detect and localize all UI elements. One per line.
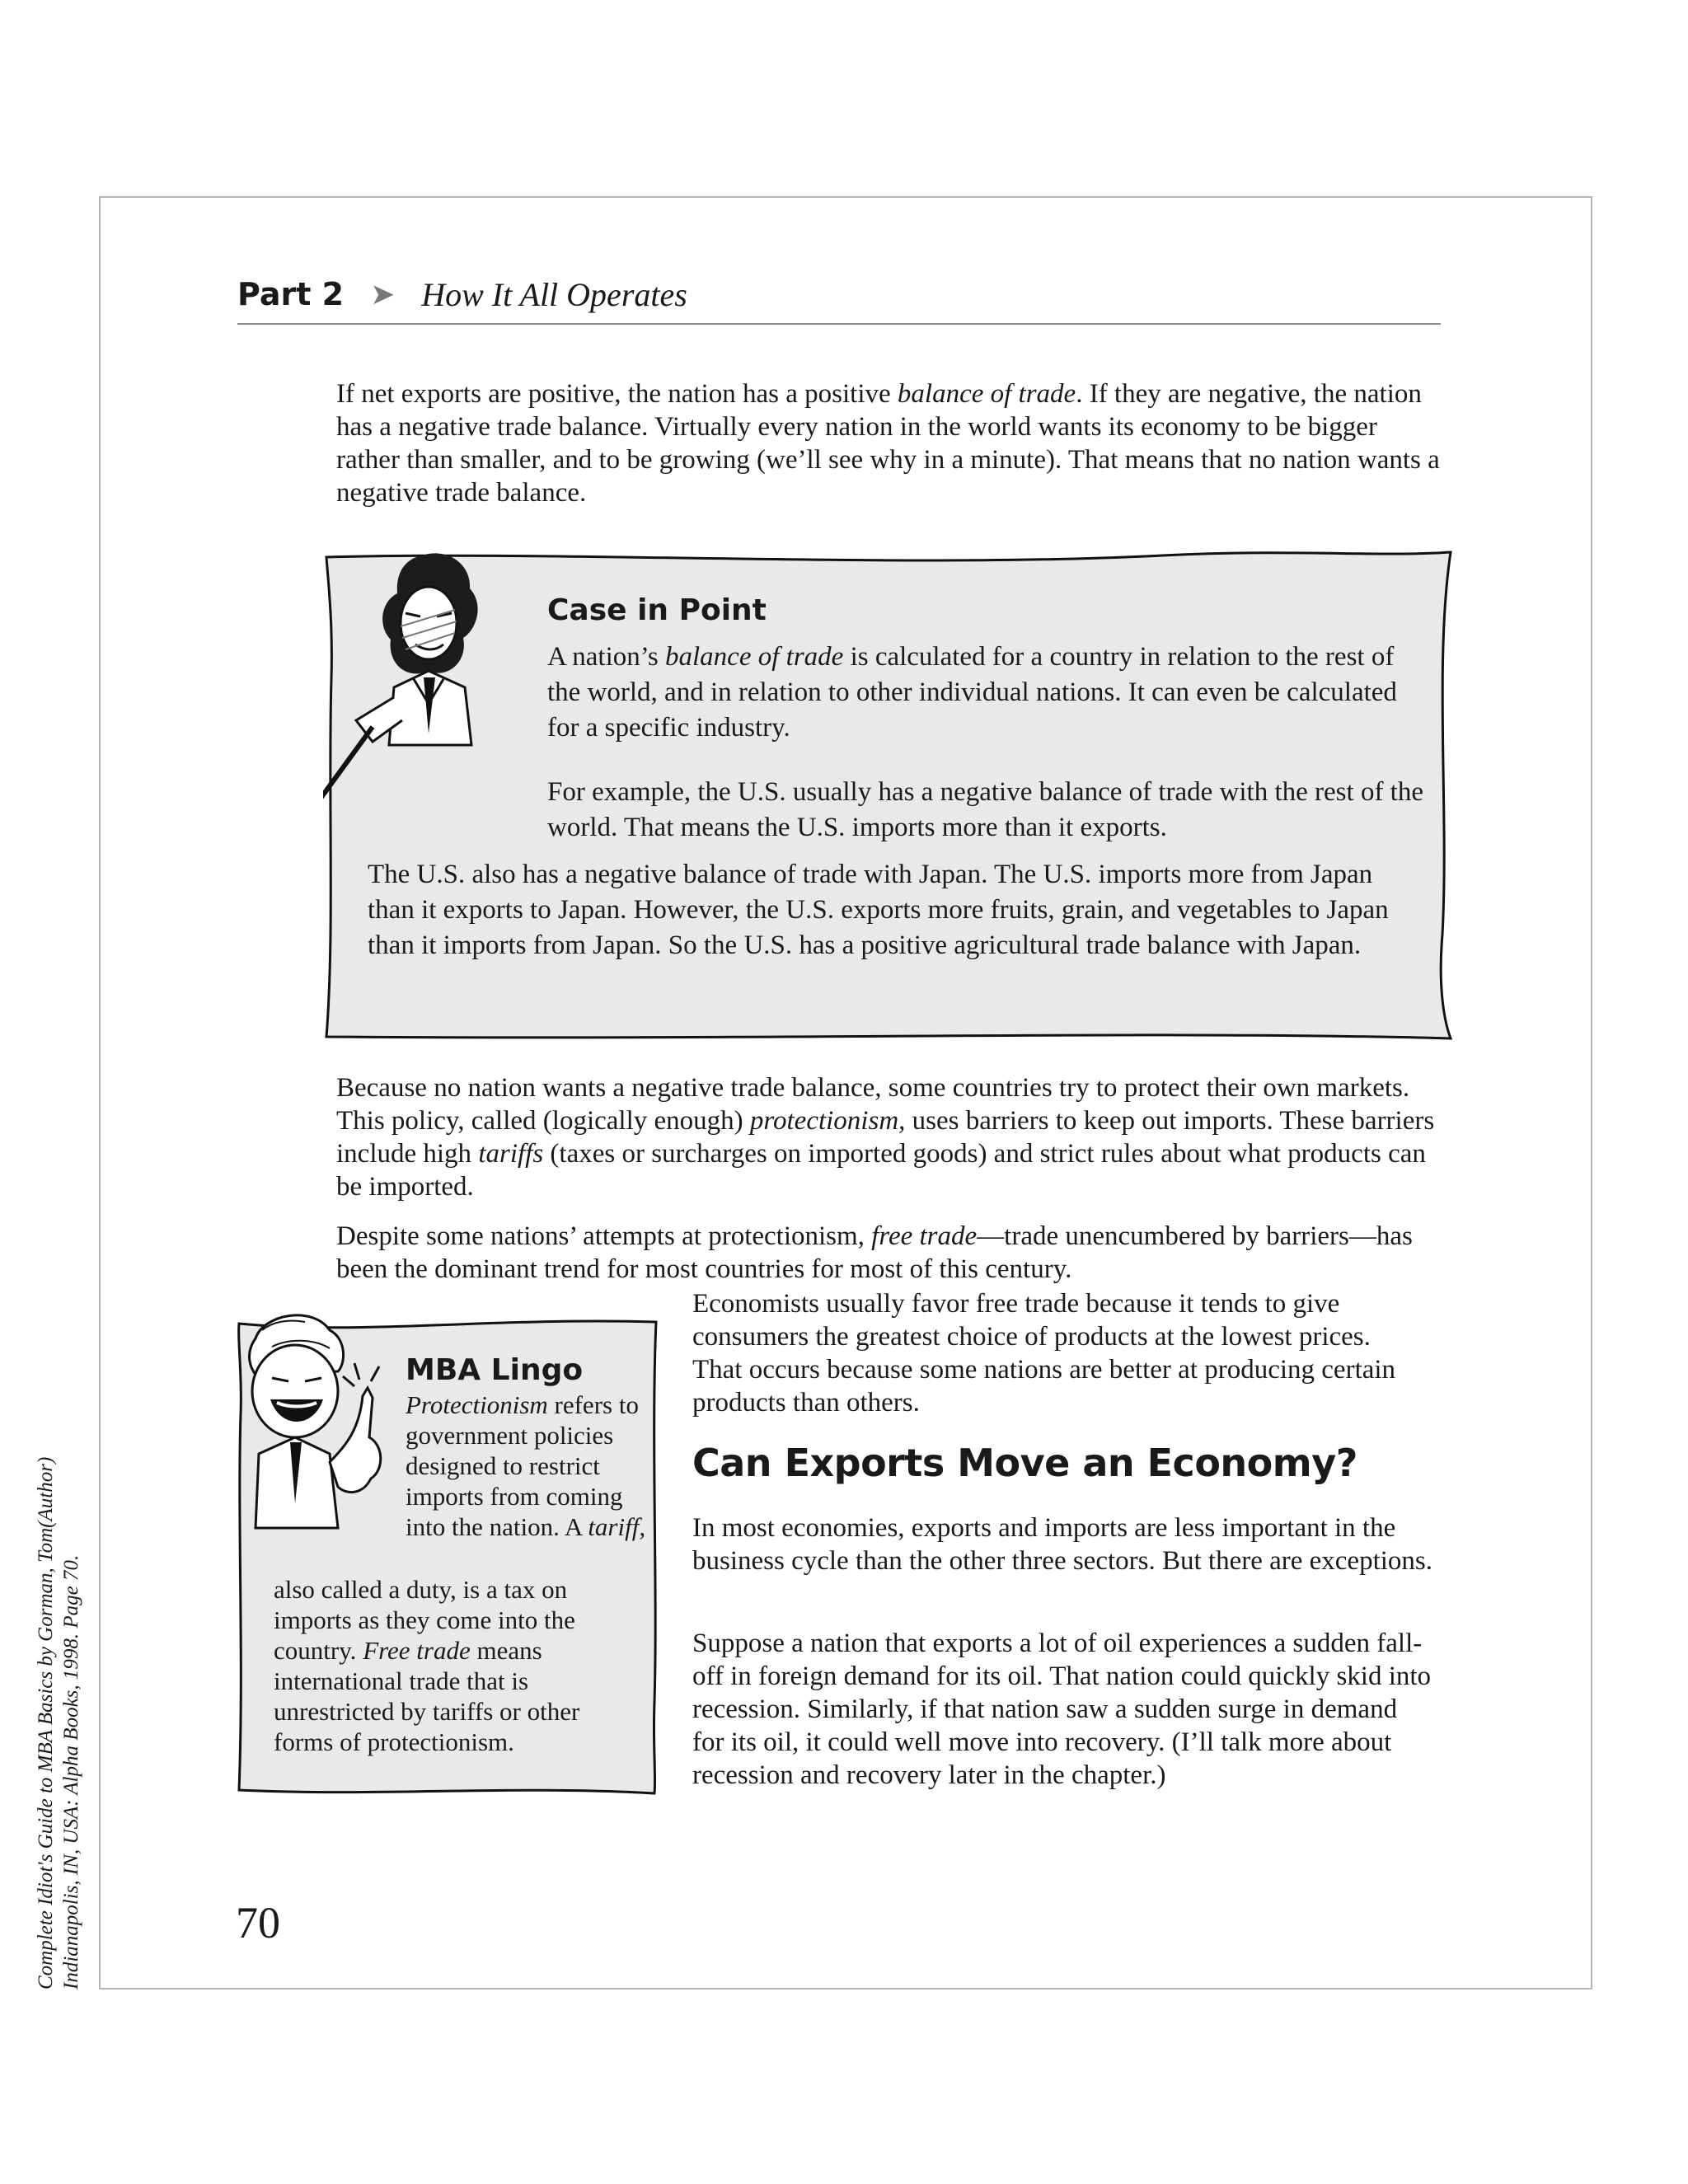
case-paragraph-3: The U.S. also has a negative balance of trade with Japan. The U.S. imports more from Japan than it exports to Japan. However, the U.S. exports more fruits, grain, and vegetables to Japan than it imports from Japan. So the U.S. has a positive agricultural trade balance with Japan. [368,860,1389,960]
free-trade-paragraph-continued: Economists usually favor free trade because it tends to give consumers the greatest choice of products at the lowest prices. That occurs because some nations are better at producing certain products than others. [692,1289,1396,1418]
part-label: Part 2 [237,276,345,312]
mba-lingo-box [236,1315,659,1797]
protectionism-paragraph: Because no nation wants a negative trade balance, some countries try to protect their own markets. This policy, called (logically enough) protectionism, uses barriers to keep out imports. These barriers include high tariffs (taxes or surcharges on imported goods) and strict rules about what products can be imported. [336,1073,1435,1202]
section-heading: Can Exports Move an Economy? [692,1441,1357,1485]
laughing-man-icon [223,1305,387,1544]
running-header [237,265,1441,325]
case-paragraph-2: For example, the U.S. usually has a negative balance of trade with the rest of the world. That means the U.S. imports more than it exports. [547,777,1423,842]
case-in-point-title: Case in Point [547,593,767,627]
page-number: 70 [236,1898,280,1947]
chapter-title: How It All Operates [421,275,687,313]
mba-lingo-text-bottom: also called a duty, is a tax on imports as they come into the country. Free trade means international trade that is unrestricted by tariffs or other forms of protectionism. [274,1575,580,1756]
intro-paragraph: If net exports are positive, the nation has a positive balance of trade. If they are negative, the nation has a negative trade balance. Virtually every nation in the world wants its economy to be bigger rather than smaller, and to be growing (we’ll see why in a minute). That means that no nation wants a negative trade balance. [336,379,1440,508]
section-paragraph-2: Suppose a nation that exports a lot of oil experiences a sudden fall-off in foreign demand for its oil. That nation could quickly skid into recession. Similarly, if that nation saw a sudden surge in demand for its oil, it could well move into recovery. (I’ll talk more about recession and recovery later in the chapter.) [692,1629,1432,1790]
woman-with-pointer-icon [323,547,488,811]
mba-lingo-text-top: Protectionism refers to government policies designed to restrict imports from coming into the nation. A tariff, [406,1390,646,1541]
section-paragraph-1: In most economies, exports and imports are less important in the business cycle than the other three sectors. But there are exceptions. [692,1513,1433,1576]
free-trade-paragraph: Despite some nations’ attempts at protectionism, free trade—trade unencumbered by barriers—has been the dominant trend for most countries for most of this century. [336,1221,1413,1284]
term-balance-of-trade: balance of trade [897,379,1076,409]
side-citation: Complete Idiot's Guide to MBA Basics by Gorman, Tom(Author) Indianapolis, IN, USA: Alpha Books, 1998. Page 70. [35,1456,82,1990]
arrow-right-icon: ➤ [370,277,396,312]
case-in-point-box [323,547,1456,1043]
mba-lingo-title: MBA Lingo [406,1353,584,1387]
case-paragraph-1: A nation’s balance of trade is calculated for a country in relation to the rest of the world, and in relation to other individual nations. It can even be calculated for a specific industry. [547,642,1397,743]
